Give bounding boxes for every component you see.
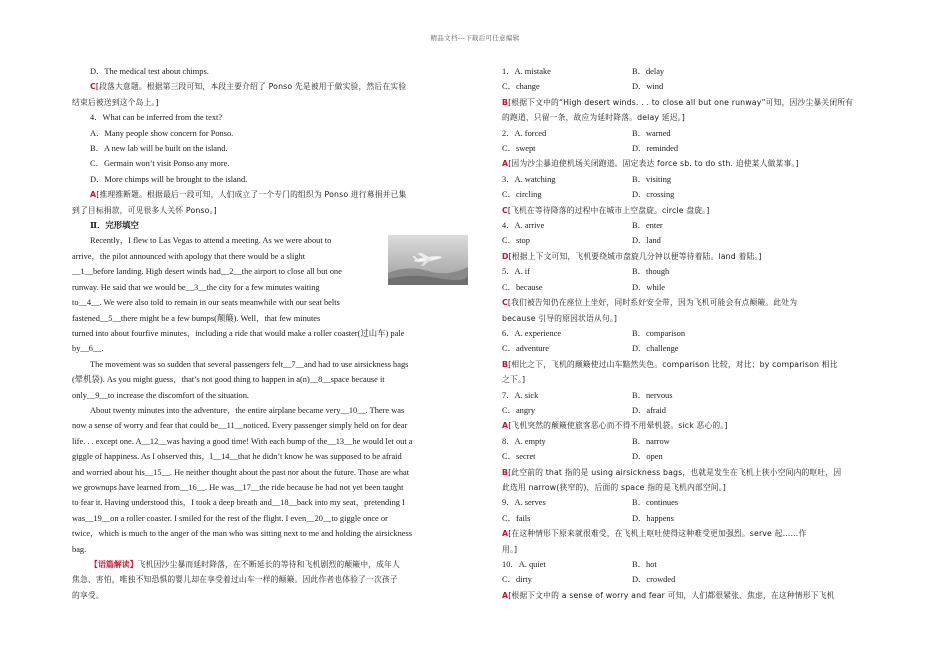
passage-line: __1__before landing. High desert winds had__2__the airport to close all but one: [72, 267, 342, 277]
option-b: B．visiting: [632, 174, 672, 184]
answer-letter: C: [502, 298, 508, 308]
option-d: D．reminded: [632, 144, 679, 154]
option-d: D．happens: [632, 513, 674, 523]
question-10-explanation: A[根据下文中的 a sense of worry and fear 可知，人们都很紧张、焦虑，在这种情形下飞机: [502, 590, 835, 600]
q4-option-c: C．Germain won’t visit Ponso any more.: [90, 159, 230, 169]
question-6-explanation: B[相比之下，飞机的颠簸使过山车黯然失色。comparison 比较，对比；by comparison 相比: [502, 359, 838, 369]
option-b: B．warned: [632, 128, 671, 138]
passage-line: turned into about fourfive minutes，including a ride that would make a roller coaster(过山车) pale: [72, 328, 405, 338]
question-9-explanation: 用。]: [502, 544, 518, 554]
q4-explanation-line2: 到了目标捐款，可见很多人关怀 Ponso。]: [72, 205, 217, 215]
option-b: B．though: [632, 267, 670, 277]
answer-letter: A: [502, 159, 509, 169]
option-a: 2．A. forced: [502, 128, 547, 138]
option-b: B．comparison: [632, 328, 686, 338]
passage-line: arrive，the pilot announced with apology that there would be a slight: [72, 251, 306, 261]
question-4-options-ab: [502, 218, 880, 233]
question-1-explanation: B[根据下文中的“High desert winds. . . to close all but one runway”可知，因沙尘暴关闭所有: [502, 97, 854, 107]
q3-answer: C: [90, 82, 96, 92]
option-a: 4．A. arrive: [502, 221, 545, 231]
cloze-passage: [72, 233, 467, 557]
passage-line: only__9__to increase the discomfort of the situation.: [72, 390, 249, 400]
question-2-explanation: A[因为沙尘暴迫使机场关闭跑道。固定表达 force sb. to do sth. 迫使某人做某事。]: [502, 159, 799, 169]
passage-line: About twenty minutes into the adventure，the entire airplane became very__10__. There was: [90, 405, 405, 415]
option-a: 5．A. if: [502, 267, 530, 277]
answer-letter: C: [502, 205, 508, 215]
question-9-options-cd: [502, 511, 880, 526]
q4-explanation-line1: A[推理推断题。根据最后一段可知，人们成立了一个专门的组织为 Ponso 进行募捐并已集: [90, 190, 407, 200]
passage-line: runway. He said that we would be__3__the city for a few minutes waiting: [72, 282, 320, 292]
question-7-options-ab: [502, 388, 880, 403]
passage-line: by__6__.: [72, 344, 104, 354]
option-c: C．dirty: [502, 575, 532, 585]
option-d: D．crossing: [632, 190, 675, 200]
option-c: C．stop: [502, 236, 530, 246]
question-10-options-ab: [502, 557, 880, 572]
question-6-explanation: 之下。]: [502, 375, 526, 385]
question-4-explanation: D[根据上下文可知，飞机要绕城市盘旋几分钟以便等待着陆。land 着陆。]: [502, 251, 762, 261]
summary-line3: 的享受。: [72, 590, 104, 600]
option-a: 6．A. experience: [502, 328, 562, 338]
option-d: D．open: [632, 452, 663, 462]
option-b: B．continues: [632, 498, 679, 508]
answer-letter: D: [502, 251, 509, 261]
summary-tag: 【语篇解读】: [90, 560, 138, 569]
left-column: [72, 64, 467, 603]
summary-line1: 【语篇解读】飞机因沙尘暴而延时降落，在不断延长的等待和飞机剧烈的颠簸中，成年人: [90, 560, 400, 569]
option-a: 3．A. watching: [502, 174, 556, 184]
question-1-options-ab: [502, 64, 880, 79]
question-10-options-cd: [502, 572, 880, 587]
option-d: D．challenge: [632, 344, 679, 354]
option-a: 1．A. mistake: [502, 67, 551, 76]
question-8-explanation: B[此空前的 that 指的是 using airsickness bags，也就是发生在飞机上狭小空间内的呕吐，因: [502, 467, 842, 477]
option-d: D．land: [632, 236, 661, 246]
option-c: C．adventure: [502, 344, 549, 354]
option-d: D．crowded: [632, 575, 676, 585]
summary-line2: 焦急、害怕，唯独不知恐惧的婴儿却在享受着过山车一样的颠簸。因此作者也体验了一次孩子: [72, 575, 398, 585]
option-c: C．angry: [502, 405, 536, 415]
passage-line: we grownups have learned from__16__. He was__17__the ride because he had not yet been taught: [72, 482, 404, 492]
question-6-options-ab: [502, 326, 880, 341]
option-c: C．fails: [502, 513, 531, 523]
question-3-options-ab: [502, 172, 880, 187]
question-7-explanation: A[飞机突然的颠簸使旅客恶心而不得不用晕机袋。sick 恶心的。]: [502, 421, 728, 431]
option-b: B．nervous: [632, 390, 673, 400]
question-1-explanation: 的跑道，只留一条，故应为延时降落。delay 延迟。]: [502, 113, 685, 123]
question-1-options-cd: [502, 79, 880, 94]
passage-line: Recently，I flew to Las Vegas to attend a meeting. As we were about to: [90, 236, 332, 246]
answer-letter: B: [502, 97, 509, 107]
question-8-explanation: 此选用 narrow(狭窄的)，后面的 space 指的是飞机内部空间。]: [502, 482, 726, 492]
q3-explanation-line2: 结束后被送到这个岛上。]: [72, 97, 159, 107]
option-c: C．because: [502, 282, 543, 292]
airplane-photo: [388, 235, 468, 285]
question-5-options-ab: [502, 264, 880, 279]
answer-letter: B: [502, 359, 509, 369]
passage-line: to__4__. We were also told to remain in our seats meanwhile with our seat belts: [72, 298, 340, 308]
option-d: D．afraid: [632, 405, 666, 415]
passage-line: life. . . except one. A__12__was having a good time! With each bump of the__13__he would let out a: [72, 436, 413, 446]
question-8-options-cd: [502, 449, 880, 464]
option-a: 10．A. quiet: [502, 560, 546, 569]
question-7-options-cd: [502, 403, 880, 418]
q4-answer: A: [90, 190, 97, 200]
q3-explanation-line1: C[段落大意题。根据第三段可知，本段主要介绍了 Ponso 先是被用于做实验，然后在实验: [90, 82, 407, 92]
question-3-options-cd: [502, 187, 880, 202]
option-d-previous: D．The medical test about chimps.: [90, 67, 209, 76]
question-9-explanation: A[在这种情形下原来就很难受，在飞机上呕吐使得这种难受更加强烈。serve 起……作: [502, 529, 807, 539]
option-d: D．while: [632, 282, 666, 292]
option-b: B．hot: [632, 560, 657, 569]
passage-line: to fear it. Having understood this，I took a deep breath and__18__back into my seat，pretending I: [72, 498, 405, 508]
option-a: 7．A. sick: [502, 390, 539, 400]
passage-line: The movement was so sudden that several passengers felt__7__and had to use airsickness bags: [90, 359, 409, 369]
section-title: Ⅱ．完形填空: [90, 221, 139, 231]
question-6-options-cd: [502, 341, 880, 356]
option-c: C．swept: [502, 144, 536, 154]
question-5-explanation: because 引导的原因状语从句。]: [502, 313, 618, 323]
passage-line: now a sense of worry and fear that could be__11__noticed. Every passenger simply held on for dear: [72, 421, 408, 431]
answer-letter: A: [502, 590, 509, 600]
q4-option-d: D．More chimps will be brought to the island.: [90, 174, 248, 184]
option-c: C．change: [502, 82, 540, 92]
question-4-options-cd: [502, 233, 880, 248]
q4-option-a: A．Many people show concern for Ponso.: [90, 128, 234, 138]
q4-option-b: B．A new lab will be built on the island.: [90, 144, 228, 154]
answer-letter: B: [502, 467, 509, 477]
question-9-options-ab: [502, 495, 880, 510]
passage-line: twice，which is much to the anger of the man who was sitting next to me and holding the airsickness: [72, 529, 413, 539]
answer-letter: A: [502, 529, 509, 539]
question-3-explanation: C[飞机在等待降落的过程中在城市上空盘旋。circle 盘旋。]: [502, 205, 710, 215]
q4-stem: 4．What can be inferred from the text?: [90, 113, 223, 123]
option-a: 9．A. serves: [502, 498, 546, 508]
option-a: 8．A. empty: [502, 436, 546, 446]
question-8-options-ab: [502, 434, 880, 449]
question-5-options-cd: [502, 280, 880, 295]
option-b: B．enter: [632, 221, 663, 231]
passage-line: (晕机袋). As you might guess，that’s not good thing to happen in a(n)__8__space because it: [72, 375, 385, 385]
passage-line: and worried about his__15__. He neither thought about the past nor about the future. Those are what: [72, 467, 410, 477]
page-header: 精品文档---下载后可任意编辑: [430, 35, 520, 42]
question-2-options-ab: [502, 126, 880, 141]
passage-line: bag.: [72, 544, 87, 554]
option-b: B．delay: [632, 67, 665, 76]
answer-letter: A: [502, 421, 509, 431]
question-5-explanation: C[我们被告知仍在座位上坐好，同时系好安全带，因为飞机可能会有点颠簸。此处为: [502, 298, 798, 308]
option-c: C．circling: [502, 190, 542, 200]
option-c: C．secret: [502, 452, 536, 462]
right-column: [502, 64, 880, 603]
question-2-options-cd: [502, 141, 880, 156]
passage-line: fastened__5__there might be a few bumps(颠簸). Well，that few minutes: [72, 313, 321, 323]
passage-line: giggle of happiness. As I observed this，I__14__that he didn’t know he was supposed to be afraid: [72, 452, 402, 462]
option-d: D．wind: [632, 82, 664, 92]
passage-line: was__19__on a roller coaster. I smiled for the rest of the flight. I even__20__to giggle once or: [72, 513, 388, 523]
option-b: B．narrow: [632, 436, 670, 446]
